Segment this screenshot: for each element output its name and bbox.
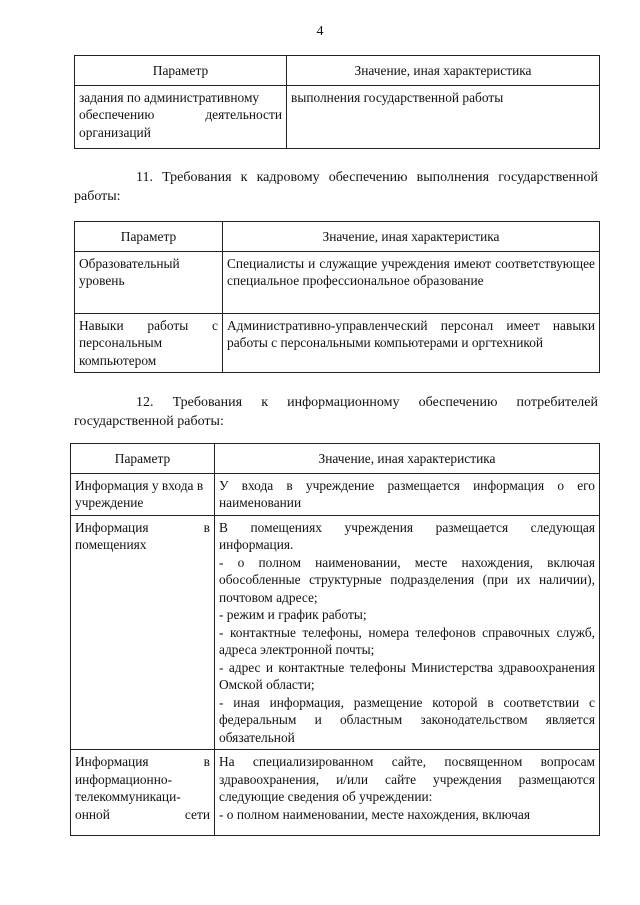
section-12-heading — [74, 393, 598, 431]
information-requirements-table — [70, 443, 600, 836]
header-value: Значение, иная характеристика — [215, 444, 600, 474]
page-number: 4 — [316, 24, 324, 39]
header-value: Значение, иная характеристика — [287, 56, 600, 86]
param-cell — [75, 85, 287, 148]
param-line-4 — [75, 806, 210, 824]
param-line-3: телекоммуникаци- — [75, 789, 181, 804]
param-line: организаций — [79, 124, 151, 140]
param-line-1 — [75, 519, 210, 537]
param-word: Информация — [75, 519, 149, 535]
param-cell — [71, 515, 215, 750]
value-cell — [215, 515, 600, 750]
param-cell: Образовательный уровень — [75, 251, 223, 313]
param-cell: Информация у входа в учреждение — [71, 473, 215, 515]
table-row — [75, 85, 600, 148]
param-line-1 — [75, 753, 210, 771]
table-row — [71, 515, 600, 750]
value-line: В помещениях учреждения размещается следующая информация. — [219, 519, 595, 552]
table-header-row — [75, 56, 600, 86]
param-word: сети — [184, 806, 210, 822]
section-11-heading — [74, 168, 598, 206]
param-word: онной — [75, 806, 110, 822]
value-cell — [215, 473, 600, 515]
value-line: - о полном наименовании, месте нахождения, включая — [219, 806, 531, 822]
value-line: На специализированном сайте, посвященном вопросам здравоохранения, и/или сайте учреждения размещаются следующие сведения об учреждении: — [219, 754, 595, 804]
table-header-row — [75, 222, 600, 252]
header-parameter: Параметр — [75, 56, 287, 86]
staffing-requirements-table — [74, 221, 600, 373]
table-header-row — [71, 444, 600, 474]
param-word: Информация — [75, 754, 149, 769]
param-word: в — [203, 754, 210, 769]
value-cell — [215, 750, 600, 836]
value-cell: выполнения государственной работы — [287, 85, 600, 148]
value-line: У входа в учреждение размещается информация о его наименовании — [219, 477, 595, 510]
value-cell: Административно-управленческий персонал имеет навыки работы с персональными компьютерами и оргтехникой — [223, 313, 600, 373]
table-row — [71, 750, 600, 836]
value-cell: Специалисты и служащие учреждения имеют соответствующее специальное профессиональное образование — [223, 251, 600, 313]
value-line: - иная информация, размещение которой в соответствии с федеральным и областным законодательством является обязательной — [219, 694, 595, 745]
param-line: обеспечению деятельности — [79, 107, 282, 122]
header-parameter: Параметр — [75, 222, 223, 252]
table-row — [71, 473, 600, 515]
value-line: - о полном наименовании, месте нахождения, включая обособленные структурные подразделения (при их наличии), почтовом адресе; — [219, 554, 595, 605]
table-row — [75, 313, 600, 373]
param-line-2: информационно- — [75, 771, 173, 787]
header-parameter: Параметр — [71, 444, 215, 474]
section-11-text: 11. Требования к кадровому обеспечению выполнения государственной работы: — [74, 170, 598, 204]
param-line-2: помещениях — [75, 537, 147, 552]
value-line: - контактные телефоны, номера телефонов справочных служб, адреса электронной почты; — [219, 624, 595, 657]
param-line: задания по административному — [79, 89, 260, 105]
table-continuation — [74, 55, 600, 149]
param-cell: Навыки работы с персональным компьютером — [75, 313, 223, 373]
param-word: в — [203, 519, 210, 535]
param-cell — [71, 750, 215, 836]
table-row — [75, 251, 600, 313]
section-12-text: 12. Требования к информационному обеспечению потребителей государственной работы: — [74, 395, 598, 429]
value-line: - адрес и контактные телефоны Министерства здравоохранения Омской области; — [219, 659, 595, 692]
value-line: - режим и график работы; — [219, 607, 367, 622]
header-value: Значение, иная характеристика — [223, 222, 600, 252]
